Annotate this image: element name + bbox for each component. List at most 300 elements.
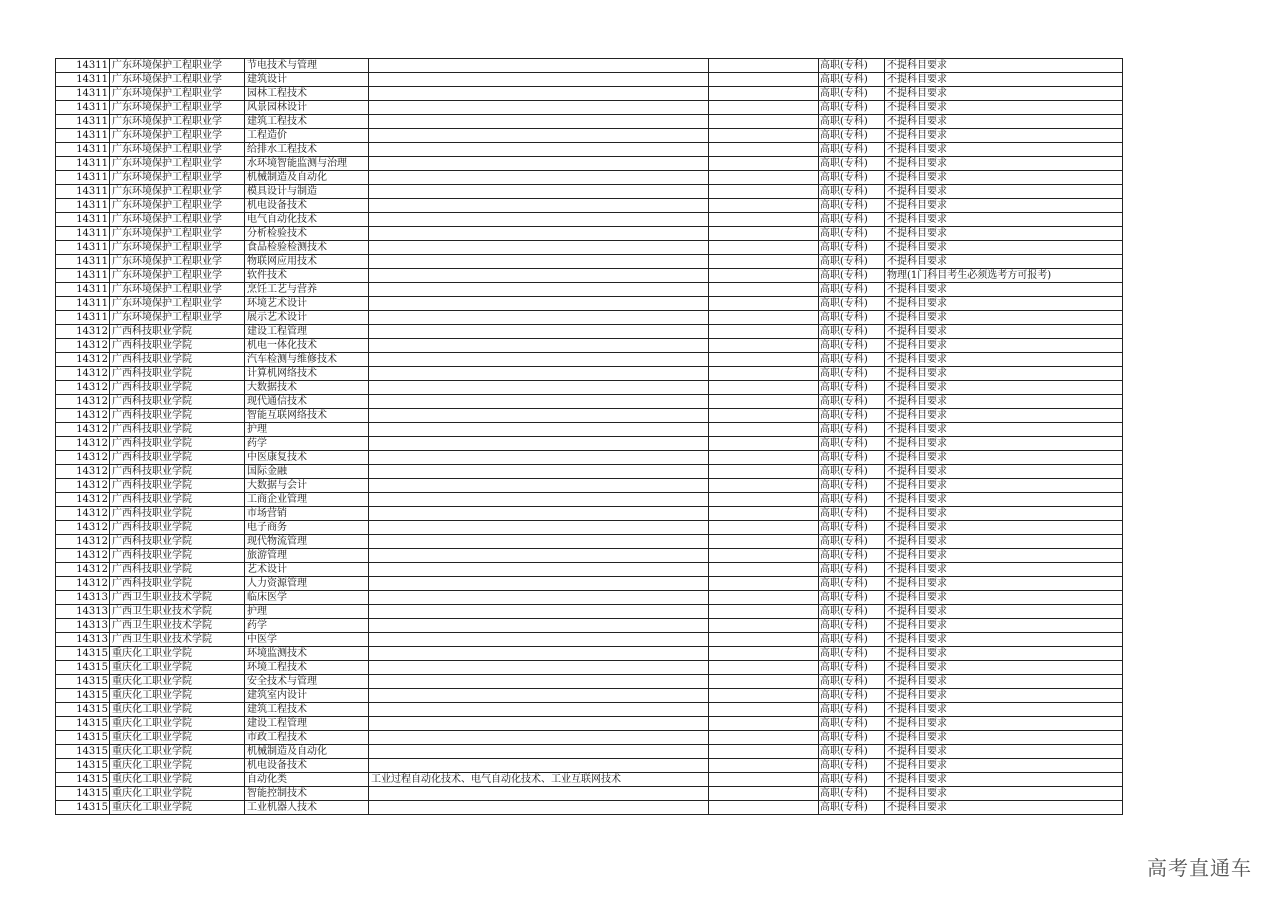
school-code-cell: 14312 bbox=[56, 409, 110, 423]
school-name-cell: 广西科技职业学院 bbox=[110, 507, 245, 521]
major-cell: 中医学 bbox=[245, 633, 369, 647]
included-majors-cell bbox=[369, 465, 709, 479]
major-cell: 工业机器人技术 bbox=[245, 801, 369, 815]
included-majors-cell bbox=[369, 717, 709, 731]
level-cell: 高职(专科) bbox=[819, 143, 885, 157]
school-code-cell: 14312 bbox=[56, 577, 110, 591]
included-majors-cell bbox=[369, 535, 709, 549]
subject-requirement-cell: 不提科目要求 bbox=[885, 759, 1123, 773]
level-cell: 高职(专科) bbox=[819, 129, 885, 143]
table-row bbox=[56, 339, 1123, 353]
spacer-cell bbox=[709, 745, 819, 759]
school-code-cell: 14312 bbox=[56, 437, 110, 451]
school-name-cell: 广东环境保护工程职业学 bbox=[110, 255, 245, 269]
spacer-cell bbox=[709, 675, 819, 689]
major-cell: 建筑设计 bbox=[245, 73, 369, 87]
school-name-cell: 广东环境保护工程职业学 bbox=[110, 283, 245, 297]
spacer-cell bbox=[709, 535, 819, 549]
table-row bbox=[56, 563, 1123, 577]
major-cell: 建筑工程技术 bbox=[245, 115, 369, 129]
included-majors-cell: 工业过程自动化技术、电气自动化技术、工业互联网技术 bbox=[369, 773, 709, 787]
subject-requirement-cell: 不提科目要求 bbox=[885, 619, 1123, 633]
spacer-cell bbox=[709, 311, 819, 325]
major-cell: 建筑室内设计 bbox=[245, 689, 369, 703]
table-row bbox=[56, 703, 1123, 717]
spacer-cell bbox=[709, 647, 819, 661]
school-name-cell: 广西卫生职业技术学院 bbox=[110, 619, 245, 633]
table-body bbox=[56, 59, 1123, 815]
table-row bbox=[56, 311, 1123, 325]
school-code-cell: 14311 bbox=[56, 199, 110, 213]
subject-requirement-cell: 不提科目要求 bbox=[885, 661, 1123, 675]
spacer-cell bbox=[709, 801, 819, 815]
table-row bbox=[56, 787, 1123, 801]
school-name-cell: 广西科技职业学院 bbox=[110, 577, 245, 591]
spacer-cell bbox=[709, 689, 819, 703]
spacer-cell bbox=[709, 87, 819, 101]
school-code-cell: 14312 bbox=[56, 353, 110, 367]
school-name-cell: 重庆化工职业学院 bbox=[110, 773, 245, 787]
school-code-cell: 14312 bbox=[56, 339, 110, 353]
spacer-cell bbox=[709, 577, 819, 591]
table-row bbox=[56, 591, 1123, 605]
included-majors-cell bbox=[369, 227, 709, 241]
school-code-cell: 14311 bbox=[56, 283, 110, 297]
included-majors-cell bbox=[369, 507, 709, 521]
table-row bbox=[56, 689, 1123, 703]
included-majors-cell bbox=[369, 493, 709, 507]
school-code-cell: 14313 bbox=[56, 591, 110, 605]
spacer-cell bbox=[709, 353, 819, 367]
level-cell: 高职(专科) bbox=[819, 171, 885, 185]
major-cell: 药学 bbox=[245, 619, 369, 633]
subject-requirement-cell: 不提科目要求 bbox=[885, 745, 1123, 759]
school-name-cell: 重庆化工职业学院 bbox=[110, 647, 245, 661]
school-code-cell: 14312 bbox=[56, 367, 110, 381]
school-name-cell: 广东环境保护工程职业学 bbox=[110, 157, 245, 171]
level-cell: 高职(专科) bbox=[819, 73, 885, 87]
school-code-cell: 14313 bbox=[56, 633, 110, 647]
spacer-cell bbox=[709, 731, 819, 745]
major-cell: 机械制造及自动化 bbox=[245, 745, 369, 759]
table-row bbox=[56, 115, 1123, 129]
included-majors-cell bbox=[369, 731, 709, 745]
admission-table bbox=[55, 58, 1123, 815]
table-row bbox=[56, 101, 1123, 115]
school-name-cell: 广东环境保护工程职业学 bbox=[110, 241, 245, 255]
school-name-cell: 广东环境保护工程职业学 bbox=[110, 297, 245, 311]
school-name-cell: 广东环境保护工程职业学 bbox=[110, 269, 245, 283]
level-cell: 高职(专科) bbox=[819, 185, 885, 199]
subject-requirement-cell: 不提科目要求 bbox=[885, 199, 1123, 213]
school-name-cell: 重庆化工职业学院 bbox=[110, 759, 245, 773]
level-cell: 高职(专科) bbox=[819, 325, 885, 339]
subject-requirement-cell: 不提科目要求 bbox=[885, 689, 1123, 703]
level-cell: 高职(专科) bbox=[819, 395, 885, 409]
level-cell: 高职(专科) bbox=[819, 605, 885, 619]
school-code-cell: 14312 bbox=[56, 381, 110, 395]
level-cell: 高职(专科) bbox=[819, 647, 885, 661]
school-name-cell: 广东环境保护工程职业学 bbox=[110, 171, 245, 185]
level-cell: 高职(专科) bbox=[819, 297, 885, 311]
included-majors-cell bbox=[369, 675, 709, 689]
school-code-cell: 14311 bbox=[56, 185, 110, 199]
spacer-cell bbox=[709, 437, 819, 451]
school-code-cell: 14311 bbox=[56, 255, 110, 269]
school-name-cell: 广西卫生职业技术学院 bbox=[110, 591, 245, 605]
level-cell: 高职(专科) bbox=[819, 787, 885, 801]
spacer-cell bbox=[709, 465, 819, 479]
major-cell: 风景园林设计 bbox=[245, 101, 369, 115]
subject-requirement-cell: 不提科目要求 bbox=[885, 493, 1123, 507]
table-row bbox=[56, 605, 1123, 619]
included-majors-cell bbox=[369, 801, 709, 815]
major-cell: 环境艺术设计 bbox=[245, 297, 369, 311]
school-code-cell: 14315 bbox=[56, 759, 110, 773]
school-name-cell: 广西科技职业学院 bbox=[110, 493, 245, 507]
major-cell: 机电一体化技术 bbox=[245, 339, 369, 353]
school-name-cell: 广东环境保护工程职业学 bbox=[110, 73, 245, 87]
table-row bbox=[56, 773, 1123, 787]
major-cell: 汽车检测与维修技术 bbox=[245, 353, 369, 367]
major-cell: 工商企业管理 bbox=[245, 493, 369, 507]
major-cell: 节电技术与管理 bbox=[245, 59, 369, 73]
school-code-cell: 14315 bbox=[56, 647, 110, 661]
school-name-cell: 重庆化工职业学院 bbox=[110, 801, 245, 815]
table-row bbox=[56, 381, 1123, 395]
school-code-cell: 14311 bbox=[56, 311, 110, 325]
subject-requirement-cell: 不提科目要求 bbox=[885, 675, 1123, 689]
level-cell: 高职(专科) bbox=[819, 521, 885, 535]
level-cell: 高职(专科) bbox=[819, 465, 885, 479]
major-cell: 机电设备技术 bbox=[245, 199, 369, 213]
level-cell: 高职(专科) bbox=[819, 717, 885, 731]
major-cell: 环境工程技术 bbox=[245, 661, 369, 675]
school-code-cell: 14311 bbox=[56, 297, 110, 311]
school-code-cell: 14313 bbox=[56, 619, 110, 633]
included-majors-cell bbox=[369, 101, 709, 115]
major-cell: 旅游管理 bbox=[245, 549, 369, 563]
school-name-cell: 重庆化工职业学院 bbox=[110, 717, 245, 731]
school-name-cell: 广东环境保护工程职业学 bbox=[110, 87, 245, 101]
included-majors-cell bbox=[369, 129, 709, 143]
level-cell: 高职(专科) bbox=[819, 535, 885, 549]
spacer-cell bbox=[709, 213, 819, 227]
included-majors-cell bbox=[369, 521, 709, 535]
school-name-cell: 广东环境保护工程职业学 bbox=[110, 227, 245, 241]
level-cell: 高职(专科) bbox=[819, 773, 885, 787]
included-majors-cell bbox=[369, 563, 709, 577]
spacer-cell bbox=[709, 759, 819, 773]
major-cell: 现代通信技术 bbox=[245, 395, 369, 409]
school-name-cell: 广西科技职业学院 bbox=[110, 409, 245, 423]
table-row bbox=[56, 437, 1123, 451]
major-cell: 人力资源管理 bbox=[245, 577, 369, 591]
included-majors-cell bbox=[369, 339, 709, 353]
spacer-cell bbox=[709, 59, 819, 73]
school-name-cell: 广东环境保护工程职业学 bbox=[110, 101, 245, 115]
included-majors-cell bbox=[369, 647, 709, 661]
level-cell: 高职(专科) bbox=[819, 269, 885, 283]
included-majors-cell bbox=[369, 381, 709, 395]
subject-requirement-cell: 不提科目要求 bbox=[885, 647, 1123, 661]
level-cell: 高职(专科) bbox=[819, 563, 885, 577]
major-cell: 机电设备技术 bbox=[245, 759, 369, 773]
major-cell: 自动化类 bbox=[245, 773, 369, 787]
included-majors-cell bbox=[369, 59, 709, 73]
included-majors-cell bbox=[369, 115, 709, 129]
level-cell: 高职(专科) bbox=[819, 409, 885, 423]
subject-requirement-cell: 不提科目要求 bbox=[885, 59, 1123, 73]
spacer-cell bbox=[709, 143, 819, 157]
school-code-cell: 14312 bbox=[56, 479, 110, 493]
school-name-cell: 广西科技职业学院 bbox=[110, 339, 245, 353]
level-cell: 高职(专科) bbox=[819, 59, 885, 73]
included-majors-cell bbox=[369, 409, 709, 423]
included-majors-cell bbox=[369, 255, 709, 269]
school-name-cell: 广西科技职业学院 bbox=[110, 395, 245, 409]
level-cell: 高职(专科) bbox=[819, 87, 885, 101]
school-code-cell: 14312 bbox=[56, 493, 110, 507]
included-majors-cell bbox=[369, 143, 709, 157]
major-cell: 分析检验技术 bbox=[245, 227, 369, 241]
school-name-cell: 重庆化工职业学院 bbox=[110, 689, 245, 703]
included-majors-cell bbox=[369, 591, 709, 605]
school-name-cell: 广西科技职业学院 bbox=[110, 367, 245, 381]
table-row bbox=[56, 143, 1123, 157]
major-cell: 展示艺术设计 bbox=[245, 311, 369, 325]
school-code-cell: 14311 bbox=[56, 59, 110, 73]
included-majors-cell bbox=[369, 745, 709, 759]
subject-requirement-cell: 不提科目要求 bbox=[885, 549, 1123, 563]
school-name-cell: 重庆化工职业学院 bbox=[110, 787, 245, 801]
included-majors-cell bbox=[369, 703, 709, 717]
included-majors-cell bbox=[369, 353, 709, 367]
table-row bbox=[56, 73, 1123, 87]
major-cell: 工程造价 bbox=[245, 129, 369, 143]
table-row bbox=[56, 535, 1123, 549]
school-code-cell: 14311 bbox=[56, 227, 110, 241]
level-cell: 高职(专科) bbox=[819, 115, 885, 129]
school-code-cell: 14312 bbox=[56, 507, 110, 521]
table-row bbox=[56, 87, 1123, 101]
included-majors-cell bbox=[369, 451, 709, 465]
school-name-cell: 广西卫生职业技术学院 bbox=[110, 605, 245, 619]
school-code-cell: 14315 bbox=[56, 675, 110, 689]
major-cell: 现代物流管理 bbox=[245, 535, 369, 549]
spacer-cell bbox=[709, 367, 819, 381]
major-cell: 环境监测技术 bbox=[245, 647, 369, 661]
school-name-cell: 广西卫生职业技术学院 bbox=[110, 633, 245, 647]
school-code-cell: 14312 bbox=[56, 465, 110, 479]
table-row bbox=[56, 269, 1123, 283]
spacer-cell bbox=[709, 661, 819, 675]
spacer-cell bbox=[709, 269, 819, 283]
major-cell: 智能控制技术 bbox=[245, 787, 369, 801]
subject-requirement-cell: 不提科目要求 bbox=[885, 409, 1123, 423]
table-row bbox=[56, 297, 1123, 311]
included-majors-cell bbox=[369, 297, 709, 311]
table-row bbox=[56, 633, 1123, 647]
subject-requirement-cell: 不提科目要求 bbox=[885, 605, 1123, 619]
spacer-cell bbox=[709, 703, 819, 717]
subject-requirement-cell: 不提科目要求 bbox=[885, 731, 1123, 745]
level-cell: 高职(专科) bbox=[819, 731, 885, 745]
level-cell: 高职(专科) bbox=[819, 213, 885, 227]
major-cell: 市政工程技术 bbox=[245, 731, 369, 745]
subject-requirement-cell: 不提科目要求 bbox=[885, 801, 1123, 815]
included-majors-cell bbox=[369, 241, 709, 255]
level-cell: 高职(专科) bbox=[819, 381, 885, 395]
level-cell: 高职(专科) bbox=[819, 619, 885, 633]
spacer-cell bbox=[709, 241, 819, 255]
school-code-cell: 14315 bbox=[56, 801, 110, 815]
school-code-cell: 14311 bbox=[56, 73, 110, 87]
included-majors-cell bbox=[369, 269, 709, 283]
spacer-cell bbox=[709, 549, 819, 563]
included-majors-cell bbox=[369, 619, 709, 633]
school-code-cell: 14312 bbox=[56, 325, 110, 339]
included-majors-cell bbox=[369, 605, 709, 619]
table-row bbox=[56, 717, 1123, 731]
school-code-cell: 14312 bbox=[56, 535, 110, 549]
school-code-cell: 14311 bbox=[56, 171, 110, 185]
major-cell: 建设工程管理 bbox=[245, 325, 369, 339]
subject-requirement-cell: 不提科目要求 bbox=[885, 241, 1123, 255]
subject-requirement-cell: 不提科目要求 bbox=[885, 451, 1123, 465]
school-name-cell: 重庆化工职业学院 bbox=[110, 745, 245, 759]
school-name-cell: 重庆化工职业学院 bbox=[110, 675, 245, 689]
major-cell: 电气自动化技术 bbox=[245, 213, 369, 227]
school-name-cell: 广西科技职业学院 bbox=[110, 325, 245, 339]
subject-requirement-cell: 不提科目要求 bbox=[885, 717, 1123, 731]
subject-requirement-cell: 不提科目要求 bbox=[885, 437, 1123, 451]
subject-requirement-cell: 不提科目要求 bbox=[885, 101, 1123, 115]
table-row bbox=[56, 367, 1123, 381]
level-cell: 高职(专科) bbox=[819, 493, 885, 507]
level-cell: 高职(专科) bbox=[819, 703, 885, 717]
table-row bbox=[56, 241, 1123, 255]
watermark: 高考直通车 bbox=[1147, 856, 1252, 880]
spacer-cell bbox=[709, 591, 819, 605]
table-row bbox=[56, 171, 1123, 185]
included-majors-cell bbox=[369, 87, 709, 101]
subject-requirement-cell: 不提科目要求 bbox=[885, 129, 1123, 143]
table-row bbox=[56, 549, 1123, 563]
spacer-cell bbox=[709, 409, 819, 423]
table-row bbox=[56, 409, 1123, 423]
school-name-cell: 广东环境保护工程职业学 bbox=[110, 311, 245, 325]
level-cell: 高职(专科) bbox=[819, 199, 885, 213]
major-cell: 物联网应用技术 bbox=[245, 255, 369, 269]
level-cell: 高职(专科) bbox=[819, 577, 885, 591]
included-majors-cell bbox=[369, 185, 709, 199]
spacer-cell bbox=[709, 521, 819, 535]
school-name-cell: 广西科技职业学院 bbox=[110, 521, 245, 535]
school-name-cell: 广西科技职业学院 bbox=[110, 479, 245, 493]
included-majors-cell bbox=[369, 689, 709, 703]
subject-requirement-cell: 不提科目要求 bbox=[885, 339, 1123, 353]
level-cell: 高职(专科) bbox=[819, 367, 885, 381]
subject-requirement-cell: 不提科目要求 bbox=[885, 311, 1123, 325]
school-name-cell: 广东环境保护工程职业学 bbox=[110, 143, 245, 157]
table-row bbox=[56, 801, 1123, 815]
school-code-cell: 14311 bbox=[56, 115, 110, 129]
included-majors-cell bbox=[369, 325, 709, 339]
school-name-cell: 广东环境保护工程职业学 bbox=[110, 185, 245, 199]
level-cell: 高职(专科) bbox=[819, 675, 885, 689]
table-row bbox=[56, 395, 1123, 409]
table-row bbox=[56, 493, 1123, 507]
major-cell: 软件技术 bbox=[245, 269, 369, 283]
spacer-cell bbox=[709, 339, 819, 353]
table-row bbox=[56, 157, 1123, 171]
subject-requirement-cell: 不提科目要求 bbox=[885, 115, 1123, 129]
included-majors-cell bbox=[369, 213, 709, 227]
school-name-cell: 广东环境保护工程职业学 bbox=[110, 59, 245, 73]
school-name-cell: 广西科技职业学院 bbox=[110, 451, 245, 465]
subject-requirement-cell: 不提科目要求 bbox=[885, 535, 1123, 549]
table-row bbox=[56, 759, 1123, 773]
level-cell: 高职(专科) bbox=[819, 353, 885, 367]
included-majors-cell bbox=[369, 759, 709, 773]
school-name-cell: 广西科技职业学院 bbox=[110, 381, 245, 395]
subject-requirement-cell: 不提科目要求 bbox=[885, 367, 1123, 381]
included-majors-cell bbox=[369, 73, 709, 87]
included-majors-cell bbox=[369, 395, 709, 409]
table-row bbox=[56, 661, 1123, 675]
subject-requirement-cell: 不提科目要求 bbox=[885, 171, 1123, 185]
level-cell: 高职(专科) bbox=[819, 689, 885, 703]
included-majors-cell bbox=[369, 549, 709, 563]
major-cell: 电子商务 bbox=[245, 521, 369, 535]
major-cell: 建设工程管理 bbox=[245, 717, 369, 731]
school-code-cell: 14311 bbox=[56, 213, 110, 227]
table-row bbox=[56, 745, 1123, 759]
school-code-cell: 14311 bbox=[56, 143, 110, 157]
spacer-cell bbox=[709, 157, 819, 171]
subject-requirement-cell: 不提科目要求 bbox=[885, 507, 1123, 521]
school-code-cell: 14315 bbox=[56, 717, 110, 731]
subject-requirement-cell: 不提科目要求 bbox=[885, 423, 1123, 437]
school-code-cell: 14312 bbox=[56, 451, 110, 465]
school-code-cell: 14315 bbox=[56, 787, 110, 801]
subject-requirement-cell: 不提科目要求 bbox=[885, 227, 1123, 241]
spacer-cell bbox=[709, 451, 819, 465]
level-cell: 高职(专科) bbox=[819, 157, 885, 171]
spacer-cell bbox=[709, 605, 819, 619]
school-code-cell: 14312 bbox=[56, 423, 110, 437]
level-cell: 高职(专科) bbox=[819, 241, 885, 255]
table-row bbox=[56, 675, 1123, 689]
major-cell: 中医康复技术 bbox=[245, 451, 369, 465]
included-majors-cell bbox=[369, 157, 709, 171]
spacer-cell bbox=[709, 283, 819, 297]
major-cell: 计算机网络技术 bbox=[245, 367, 369, 381]
subject-requirement-cell: 不提科目要求 bbox=[885, 633, 1123, 647]
subject-requirement-cell: 物理(1门科目考生必须选考方可报考) bbox=[885, 269, 1123, 283]
subject-requirement-cell: 不提科目要求 bbox=[885, 353, 1123, 367]
major-cell: 机械制造及自动化 bbox=[245, 171, 369, 185]
table-row bbox=[56, 199, 1123, 213]
major-cell: 给排水工程技术 bbox=[245, 143, 369, 157]
subject-requirement-cell: 不提科目要求 bbox=[885, 773, 1123, 787]
school-code-cell: 14311 bbox=[56, 269, 110, 283]
level-cell: 高职(专科) bbox=[819, 661, 885, 675]
major-cell: 大数据与会计 bbox=[245, 479, 369, 493]
table-row bbox=[56, 619, 1123, 633]
level-cell: 高职(专科) bbox=[819, 423, 885, 437]
